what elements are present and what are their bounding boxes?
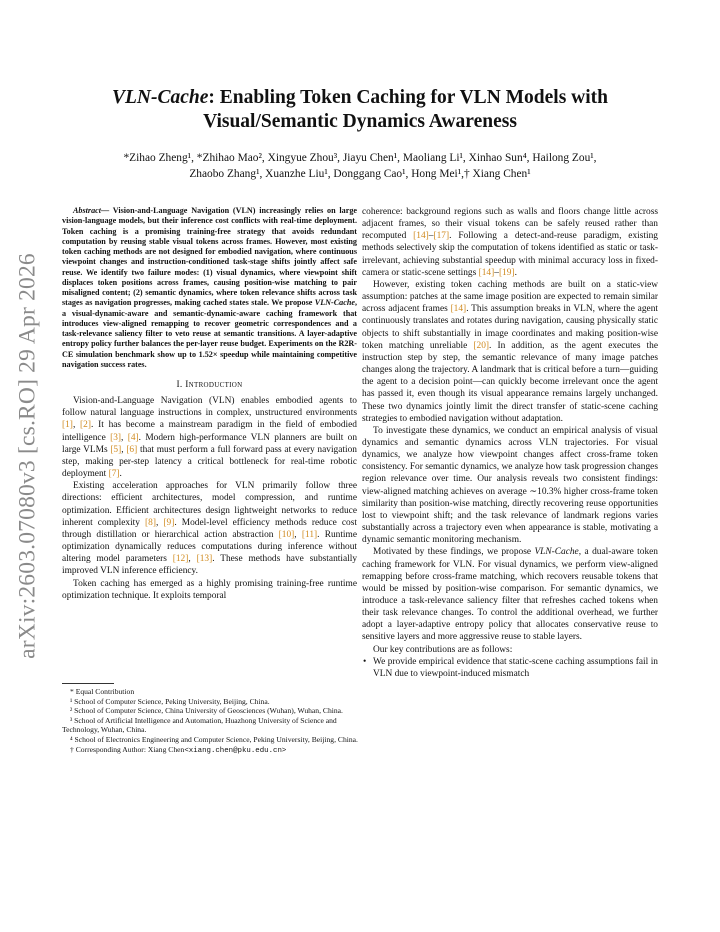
abstract-text: — Vision-and-Language Navigation (VLN) increasingly relies on large vision-language models, but their inference cost conflicts with real-time deployment. Token caching is a promising training-free strategy that avoids redundant computation by reusing stable visual tokens across frames. However, most existing token caching methods are not designed for embodied navigation, where continuous viewpoint changes and instruction-conditioned task-stage shifts jointly affect safe reuse. We identify two failure modes: (1) visual dynamics, where viewpoint shift displaces token positions across frames, causing position-wise matching to pair misaligned content; (2) semantic dynamics, where token relevance shifts across task stages as navigation progresses, making cached states stale. We propose bbox=[62, 206, 357, 308]
footnote-affiliation-4: ⁴ School of Electronics Engineering and Computer Science, Peking University, Beijing, China. bbox=[70, 734, 358, 744]
arxiv-side-stamp bbox=[8, 236, 48, 676]
method-name: VLN-Cache bbox=[534, 547, 579, 558]
author-list bbox=[62, 151, 658, 182]
section-numeral: I. bbox=[176, 380, 183, 390]
intro-paragraph-2: Existing acceleration approaches for VLN primarily follow three directions: efficient architectures, model compression, and runtime optimization. Efficient architectures design lightweight networks to reduce inherent complexity [8], [9]. Model-level efficiency methods reduce cost through distillation or hierarchical action abstraction [10], [11]. Runtime optimization dynamically reduces computations during inference without altering model parameters [12], [13]. These methods have substantially improved VLN inference efficiency. bbox=[62, 481, 358, 577]
citation[interactable]: [7] bbox=[108, 469, 120, 480]
abstract-text-2: , a visual-dynamic-aware and semantic-dynamic-aware caching framework that introduces view-aligned remapping to recover geometric correspondences and a task-relevance saliency filter to veto reuse at semantic transitions. A layer-adaptive entropy policy further balances the per-layer reuse budget. Experiments on the R2R-CE simulation benchmark show up to 1.52× speedup while maintaining competitive navigation success rates. bbox=[62, 298, 357, 369]
citation[interactable]: [10] bbox=[278, 529, 295, 540]
intro-paragraph-6: To investigate these dynamics, we conduct an empirical analysis of visual dynamics and semantic dynamics across VLN trajectories. For visual dynamics, we analyze how viewpoint changes affect cross-frame token consistency. For semantic dynamics, we analyze how task progression changes region relevance over time. Our analysis reveals two consistent findings: view-aligned matching achieves on average ∼10.3% higher cross-frame token similarity than position-wise matching, directly recovering reuse opportunities lost to viewpoint shift; and the task relevance of landmark regions varies substantially across a trajectory even when appearance is stable, motivating a dynamic semantic monitoring mechanism. bbox=[362, 425, 658, 546]
authors-line2: Zhaobo Zhang¹, Xuanzhe Liu¹, Donggang Cao¹, Hong Mei¹,† Xiang Chen¹ bbox=[189, 167, 531, 180]
footnote-affiliation-1: ¹ School of Computer Science, Peking University, Beijing, China. bbox=[70, 696, 270, 706]
title-line2: Visual/Semantic Dynamics Awareness bbox=[203, 111, 517, 132]
citation[interactable]: [12] bbox=[172, 554, 189, 565]
citation[interactable]: [4] bbox=[127, 432, 139, 443]
citation[interactable]: [14] bbox=[478, 267, 495, 278]
section-heading bbox=[62, 379, 357, 391]
citation[interactable]: [11] bbox=[301, 529, 318, 540]
citation[interactable]: [3] bbox=[110, 432, 122, 443]
citation[interactable]: [5] bbox=[110, 444, 122, 455]
right-column bbox=[362, 206, 658, 680]
abstract bbox=[62, 206, 357, 370]
left-column bbox=[62, 206, 357, 602]
citation[interactable]: [19] bbox=[498, 267, 515, 278]
contribution-item: • We provide empirical evidence that static-scene caching assumptions fail in VLN due to viewpoint-induced mismatch bbox=[362, 656, 658, 680]
citation[interactable]: [9] bbox=[163, 517, 175, 528]
authors-line1: *Zihao Zheng¹, *Zhihao Mao², Xingyue Zhou³, Jiayu Chen¹, Maoliang Li¹, Xinhao Sun⁴, Hailong Zou¹, bbox=[123, 152, 597, 164]
citation[interactable]: [1] bbox=[62, 420, 73, 431]
citation[interactable]: [14] bbox=[450, 304, 467, 315]
footnote-corresponding-author: † Corresponding Author: Xiang Chen<xiang.chen@pku.edu.cn> bbox=[70, 744, 287, 755]
abstract-method-name: VLN-Cache bbox=[314, 298, 355, 308]
intro-paragraph-7: Motivated by these findings, we propose VLN-Cache, a dual-aware token caching framework for VLN. For visual dynamics, we perform view-aligned remapping before cross-frame matching, which recovers reusable tokens that would be missed by position-wise comparison. For semantic dynamics, we introduce a task-relevance saliency filter that refreshes cached tokens when their task relevance changes. To control the additional overhead, we further adopt a layer-adaptive entropy policy that allocates conservative reuse to sensitive layers and more aggressive reuse to stable layers. bbox=[362, 547, 658, 643]
citation[interactable]: [13] bbox=[196, 554, 213, 565]
section-title: Introduction bbox=[185, 380, 243, 390]
footnote-affiliation-3: ³ School of Artificial Intelligence and Automation, Huazhong University of Science and Technology, Wuhan, China. bbox=[62, 715, 337, 735]
intro-paragraph-1: Vision-and-Language Navigation (VLN) enables embodied agents to follow natural language instructions in complex, unstructured environments [1], [2]. It has become a mainstream paradigm in the field of embodied intelligence [3], [4]. Modern high-performance VLN planners are built on large VLMs [5], [6] that must perform a full forward pass at every navigation step, making per-step latency a critical bottleneck for real-time robotic deployment [7]. bbox=[62, 396, 358, 480]
contributions-intro: Our key contributions are as follows: bbox=[373, 644, 513, 655]
intro-paragraph-3: Token caching has emerged as a highly promising training-free runtime optimization technique. It exploits temporal bbox=[62, 578, 357, 601]
citation[interactable]: [8] bbox=[145, 517, 156, 528]
intro-paragraph-4: coherence: background regions such as walls and floors change little across adjacent frames, so their visual tokens can be safely reused rather than recomputed [14]–[17]. Following a detect-and-reuse paradigm, existing methods selectively skip the computation of tokens identified as static or task-irrelevant, achieving substantial speedup with minimal accuracy loss in fixed-camera or static-scene settings [14]–[19]. bbox=[362, 207, 658, 278]
citation[interactable]: [6] bbox=[126, 444, 138, 455]
citation[interactable]: [2] bbox=[80, 420, 91, 431]
author-email[interactable]: <xiang.chen@pku.edu.cn> bbox=[184, 746, 287, 755]
abstract-label: Abstract bbox=[73, 206, 101, 215]
citation[interactable]: [17] bbox=[433, 231, 450, 242]
paper-title bbox=[60, 86, 660, 134]
arxiv-identifier: arXiv:2603.07080v3 [cs.RO] 29 Apr 2026 bbox=[14, 253, 41, 659]
footnotes bbox=[62, 683, 359, 756]
contributions-list bbox=[362, 656, 658, 680]
intro-paragraph-5: However, existing token caching methods are built on a static-view assumption: patches at the same image position are expected to remain similar across adjacent frames [14]. This assumption breaks in VLN, where the agent continuously translates and rotates during navigation, causing physically static objects to shift substantially in image coordinates and making position-wise token matching unreliable [20]. In addition, as the agent executes the instruction step by step, the semantic relevance of many image patches changes along the trajectory. A landmark that is critical before a turn—guiding the agent to a decision point—can quickly become irrelevant once the agent has passed it, even though its visual appearance remains largely unchanged. These two dynamics jointly limit the direct transfer of static-scene caching strategies to embodied navigation without adaptation. bbox=[362, 279, 659, 424]
footnote-equal-contribution: * Equal Contribution bbox=[70, 687, 135, 696]
title-line1: : Enabling Token Caching for VLN Models with bbox=[208, 87, 609, 108]
footnote-affiliation-2: ² School of Computer Science, China University of Geosciences (Wuhan), Wuhan, China. bbox=[70, 706, 343, 716]
title-name: VLN-Cache bbox=[111, 87, 209, 108]
footnote-rule bbox=[62, 683, 114, 684]
citation[interactable]: [20] bbox=[473, 340, 490, 351]
citation[interactable]: [14] bbox=[413, 231, 429, 242]
